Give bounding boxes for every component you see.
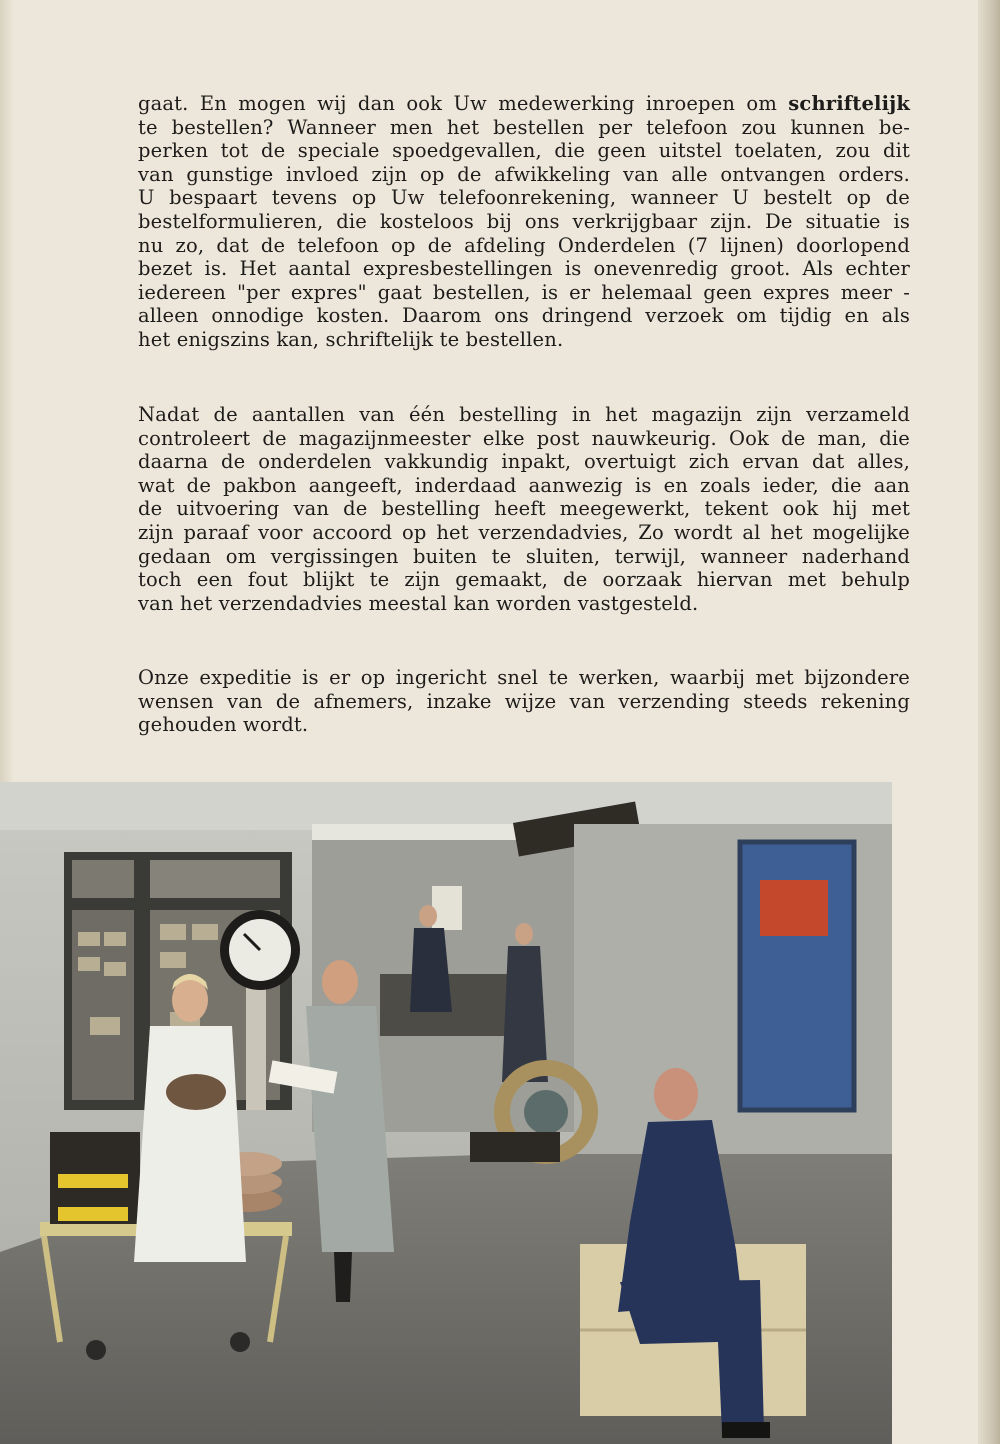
- door-poster: [760, 880, 828, 936]
- ceiling: [0, 782, 892, 830]
- paragraph-1-line-9: iedereen "per expres" gaat bestellen, is er helemaal geen expres meer -: [138, 280, 910, 304]
- trolley-wheel: [230, 1332, 250, 1352]
- paragraph-1-line-1: gaat. En mogen wij dan ook Uw medewerking inroepen om schriftelijk: [138, 92, 910, 115]
- worker-white-coat: [134, 1026, 246, 1262]
- paragraph-3-line-3: gehouden wordt.: [138, 713, 309, 737]
- paragraph-1-line-7: nu zo, dat de telefoon op de afdeling Onderdelen (7 lijnen) doorlopend: [138, 233, 910, 257]
- worker-head: [322, 960, 358, 1004]
- page-edge: [978, 0, 1000, 1444]
- worker-legs: [334, 1252, 352, 1302]
- window-pane: [150, 860, 280, 898]
- window-pane: [72, 860, 134, 898]
- paragraph-1-line-5: U bespaart tevens op Uw telefoonrekening, wanneer U bestelt op de: [138, 186, 910, 210]
- warehouse-scene-illustration: [0, 782, 892, 1444]
- warehouse-photo: [0, 782, 892, 1444]
- paragraph-1-line-11: het enigszins kan, schriftelijk te bestellen.: [138, 327, 564, 351]
- wall-calendar: [432, 886, 462, 930]
- box-label: [58, 1207, 128, 1221]
- box-label: [58, 1174, 128, 1188]
- paragraph-2-line-1: Nadat de aantallen van één bestelling in het magazijn zijn verzameld: [138, 403, 910, 426]
- worker-head: [419, 905, 437, 927]
- paragraph-2-line-3: daarna de onderdelen vakkundig inpakt, overtuigt zich ervan dat alles,: [138, 450, 910, 474]
- paragraph-2-line-2: controleert de magazijnmeester elke post nauwkeurig. Ook de man, die: [138, 426, 910, 450]
- paragraph-1-line-4: van gunstige invloed zijn op de afwikkeling van alle ontvangen orders.: [138, 162, 910, 186]
- paragraph-2-line-7: gedaan om vergissingen buiten te sluiten, terwijl, wanneer naderhand: [138, 544, 910, 568]
- gear-hub: [524, 1090, 568, 1134]
- trolley-wheel: [86, 1340, 106, 1360]
- paragraph-1-line-6: bestelformulieren, die kosteloos bij ons verkrijgbaar zijn. De situatie is: [138, 209, 910, 233]
- paragraph-2-line-4: wat de pakbon aangeeft, inderdaad aanwezig is en zoals ieder, die aan: [138, 473, 910, 497]
- paragraph-1-line-3: perken tot de speciale spoedgevallen, die geen uitstel toelaten, zou dit: [138, 139, 910, 163]
- inspected-part: [166, 1074, 226, 1110]
- paragraph-3-line-2: wensen van de afnemers, inzake wijze van verzending steeds rekening: [138, 689, 910, 713]
- paragraph-1: [138, 92, 910, 352]
- floor-boxes: [470, 1132, 560, 1162]
- paragraph-1-line-2: te bestellen? Wanneer men het bestellen per telefoon zou kunnen be-: [138, 115, 910, 139]
- paragraph-1-line-8: bezet is. Het aantal expresbestellingen is onevenredig groot. Als echter: [138, 257, 910, 281]
- emphasis-schriftelijk: schriftelijk: [788, 92, 910, 115]
- paragraph-1-line-10: alleen onnodige kosten. Daarom ons dringend verzoek om tijdig en als: [138, 304, 910, 328]
- paragraph-2: [138, 403, 910, 615]
- paragraph-2-line-6: zijn paraaf voor accoord op het verzendadvies, Zo wordt al het mogelijke: [138, 520, 910, 544]
- worker-head: [654, 1068, 698, 1120]
- paragraph-3-line-1: Onze expeditie is er op ingericht snel te werken, waarbij met bijzondere: [138, 666, 910, 689]
- paragraph-2-line-8: toch een fout blijkt te zijn gemaakt, de oorzaak hiervan met behulp: [138, 568, 910, 592]
- paragraph-3: [138, 666, 910, 737]
- worker-head: [515, 923, 533, 945]
- paragraph-2-line-9: van het verzendadvies meestal kan worden vastgesteld.: [138, 591, 699, 615]
- worker-shoe: [722, 1422, 770, 1438]
- paragraph-2-line-5: de uitvoering van de bestelling heeft meegewerkt, tekent ook hij met: [138, 497, 910, 521]
